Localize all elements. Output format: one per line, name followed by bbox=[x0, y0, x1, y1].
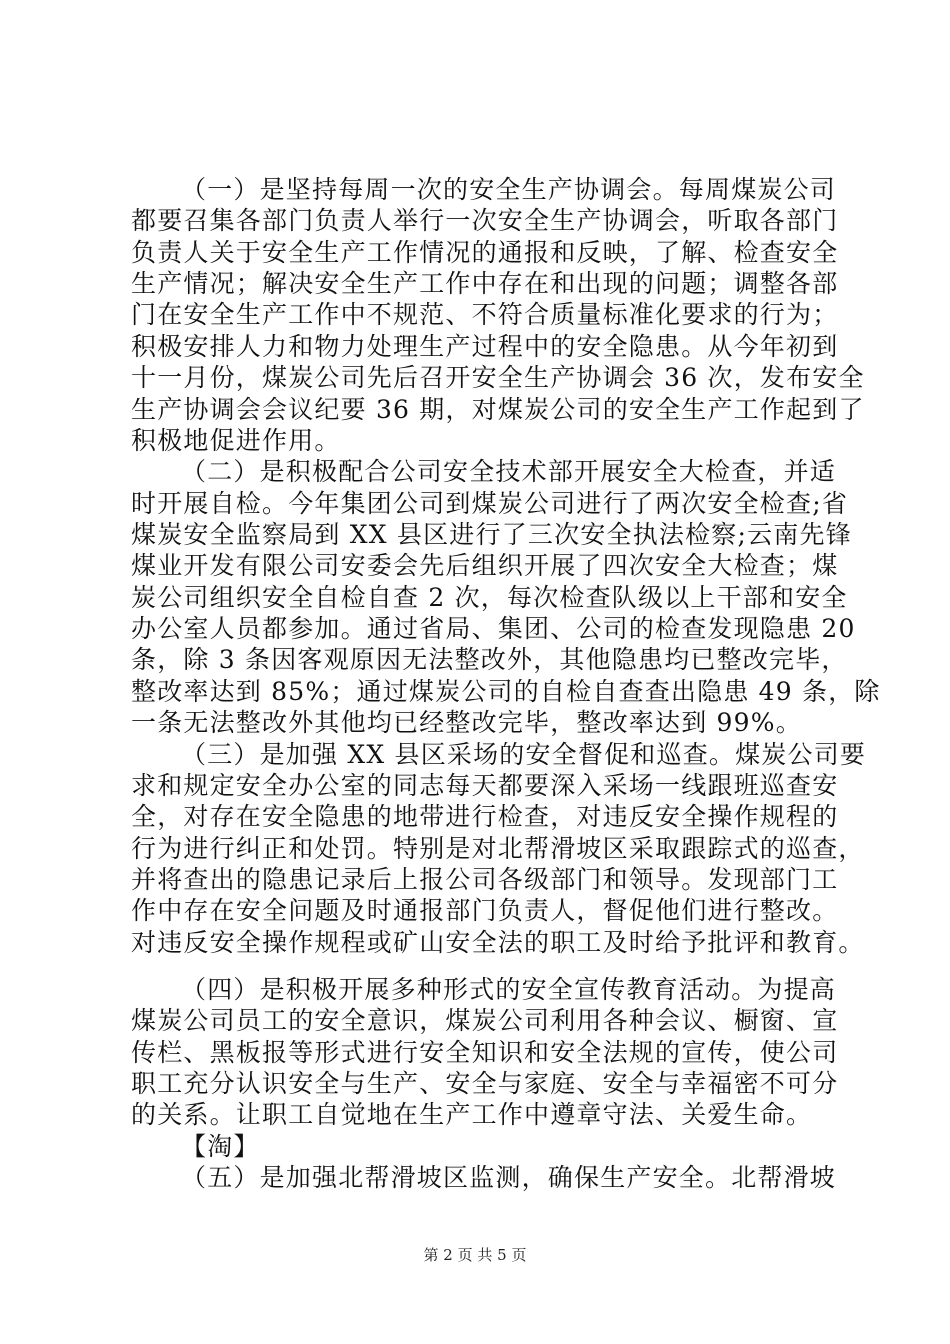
paragraph-5-line: （五）是加强北帮滑坡区监测，确保生产安全。北帮滑坡 bbox=[181, 1163, 837, 1192]
paragraph-2-line: 时开展自检。今年集团公司到煤炭公司进行了两次安全检查;省 bbox=[131, 489, 849, 518]
paragraph-2-line: 一条无法整改外其他均已经整改完毕，整改率达到 99%。 bbox=[131, 708, 802, 737]
paragraph-3-line: （三）是加强 XX 县区采场的安全督促和巡查。煤炭公司要 bbox=[181, 740, 867, 769]
paragraph-2-line: 煤业开发有限公司安委会先后组织开展了四次安全大检查；煤 bbox=[131, 551, 839, 580]
paragraph-3-line: 作中存在安全问题及时通报部门负责人，督促他们进行整改。 bbox=[131, 896, 839, 925]
paragraph-1-line: 积极安排人力和物力处理生产过程中的安全隐患。从今年初到 bbox=[131, 332, 839, 361]
paragraph-1-line: 生产协调会会议纪要 36 期，对煤炭公司的安全生产工作起到了 bbox=[131, 395, 865, 424]
paragraph-3-line: 全，对存在安全隐患的地带进行检查，对违反安全操作规程的 bbox=[131, 802, 839, 831]
paragraph-1-line: 生产情况；解决安全生产工作中存在和出现的问题；调整各部 bbox=[131, 269, 839, 298]
paragraph-4-line: 的关系。让职工自觉地在生产工作中遵章守法、关爱生命。 bbox=[131, 1100, 813, 1129]
paragraph-2-line: 条，除 3 条因客观原因无法整改外，其他隐患均已整改完毕， bbox=[131, 645, 848, 674]
paragraph-3-line: 求和规定安全办公室的同志每天都要深入采场一线跟班巡查安 bbox=[131, 771, 839, 800]
paragraph-2-line: （二）是积极配合公司安全技术部开展安全大检查，并适 bbox=[181, 457, 837, 486]
bracket-note: 【淘】 bbox=[181, 1132, 260, 1161]
paragraph-3-line: 对违反安全操作规程或矿山安全法的职工及时给予批评和教育。 bbox=[131, 928, 865, 957]
paragraph-3-line: 行为进行纠正和处罚。特别是对北帮滑坡区采取跟踪式的巡查， bbox=[131, 834, 865, 863]
page-number-footer: 第 2 页 共 5 页 bbox=[423, 1246, 527, 1264]
paragraph-1-line: （一）是坚持每周一次的安全生产协调会。每周煤炭公司 bbox=[181, 175, 837, 204]
paragraph-2-line: 炭公司组织安全自检自查 2 次，每次检查队级以上干部和安全 bbox=[131, 583, 848, 612]
paragraph-2-line: 煤炭安全监察局到 XX 县区进行了三次安全执法检察;云南先锋 bbox=[131, 520, 852, 549]
paragraph-4-line: （四）是积极开展多种形式的安全宣传教育活动。为提高 bbox=[181, 975, 837, 1004]
paragraph-4-line: 传栏、黑板报等形式进行安全知识和安全法规的宣传，使公司 bbox=[131, 1038, 839, 1067]
paragraph-1-line: 积极地促进作用。 bbox=[131, 426, 341, 455]
paragraph-1-line: 都要召集各部门负责人举行一次安全生产协调会，听取各部门 bbox=[131, 206, 839, 235]
paragraph-1-line: 十一月份，煤炭公司先后召开安全生产协调会 36 次，发布安全 bbox=[131, 363, 865, 392]
paragraph-2-line: 办公室人员都参加。通过省局、集团、公司的检查发现隐患 20 bbox=[131, 614, 856, 643]
paragraph-4-line: 职工充分认识安全与生产、安全与家庭、安全与幸福密不可分 bbox=[131, 1069, 839, 1098]
paragraph-1-line: 门在安全生产工作中不规范、不符合质量标准化要求的行为； bbox=[131, 300, 839, 329]
paragraph-3-line: 并将查出的隐患记录后上报公司各级部门和领导。发现部门工 bbox=[131, 865, 839, 894]
paragraph-2-line: 整改率达到 85%；通过煤炭公司的自检自查查出隐患 49 条，除 bbox=[131, 677, 881, 706]
paragraph-4-line: 煤炭公司员工的安全意识，煤炭公司利用各种会议、橱窗、宣 bbox=[131, 1006, 839, 1035]
paragraph-1-line: 负责人关于安全生产工作情况的通报和反映，了解、检查安全 bbox=[131, 238, 839, 267]
